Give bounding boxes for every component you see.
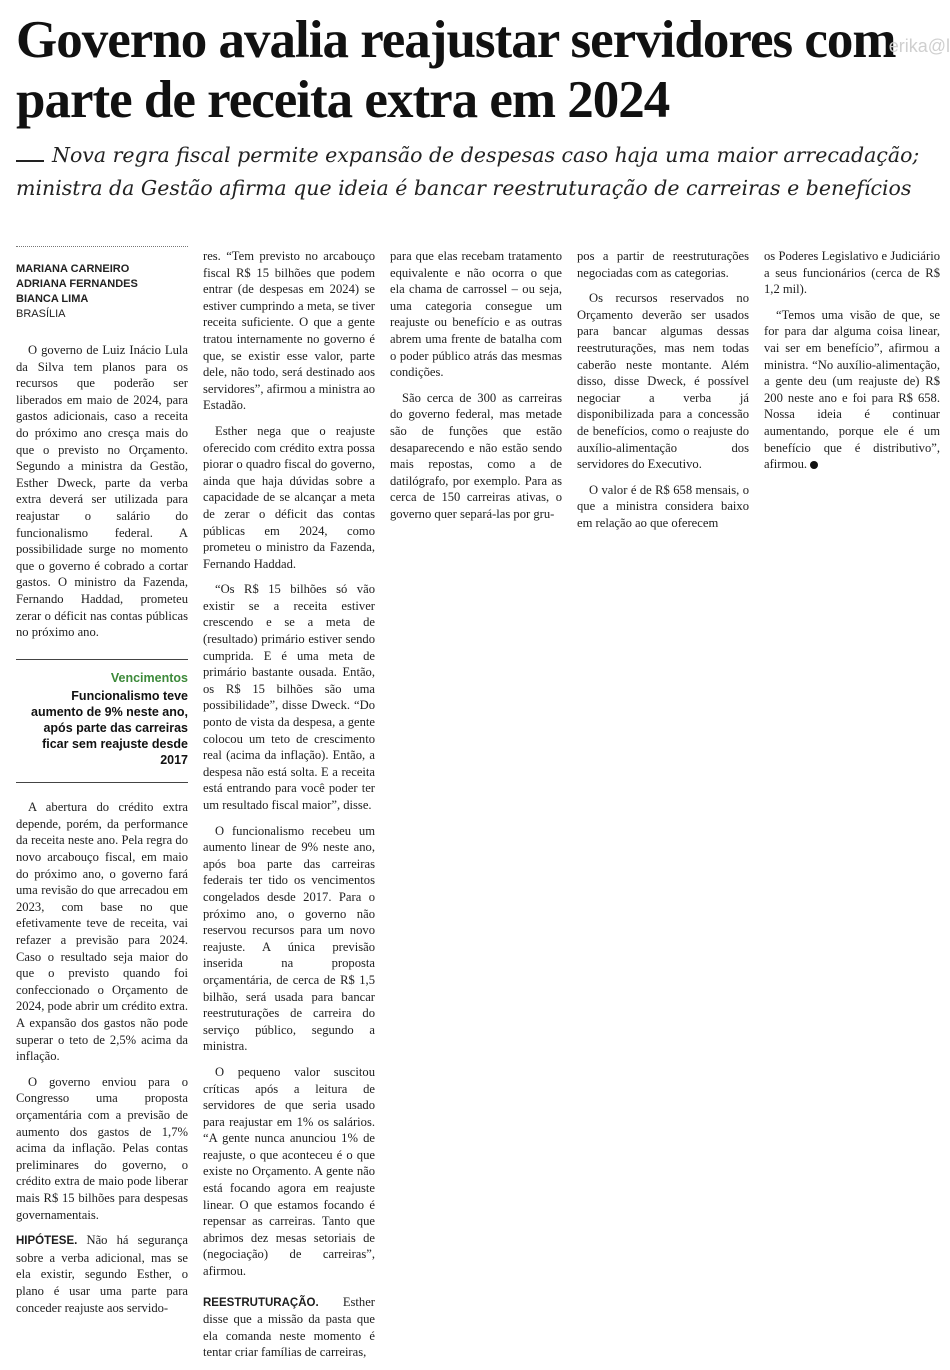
paragraph: para que elas recebam tratamento equivalente e não ocorra o que ela chama de carrossel – ou seja, uma categoria consegue um reajuste ou benefício e as outras abrem uma frente de batalha com o poder público atrás das mesmas condições. xyxy=(390,249,562,380)
column-4 xyxy=(577,248,749,541)
end-of-article-icon xyxy=(810,461,818,469)
paragraph: São cerca de 300 as carreiras do governo federal, mas metade são de funções que estão desaparecendo e não estão sendo mais repostas, como a de datilógrafo, por exemplo. Para as cerca de 150 carreiras ativas, o governo quer separá-las por gru- xyxy=(390,390,562,521)
column-5 xyxy=(764,248,940,482)
headline: Governo avalia reajustar servidores com parte de receita extra em 2024 xyxy=(16,11,896,129)
author-name: ADRIANA FERNANDES xyxy=(16,278,138,290)
byline xyxy=(16,262,188,322)
sidebar-text: Funcionalismo teve aumento de 9% neste ano, após parte das carreiras ficar sem reajuste desde 2017 xyxy=(31,689,188,768)
paragraph: O pequeno valor suscitou críticas após a leitura de servidores de que seria usado para reajustar em 1% os salários. “A gente nunca anunciou 1% de reajuste, o que aconteceu é o que existe no Orçamento. A gente não está focando agora em reajuste linear. O que estamos focando é repensar as carreiras. Tanto que abrimos dez mesas setoriais de (negociação) de carreiras”, afirmou. xyxy=(203,1064,375,1279)
author-name: MARIANA CARNEIRO xyxy=(16,263,130,275)
paragraph-text: “Temos uma visão de que, se for para dar alguma coisa linear, vai ser em benefício”, afirmou a ministra. “No auxílio-alimentação, a gente deu (um reajuste de) R$ 200 neste ano e foi para R$ 658. Nossa ideia é continuar aumentando, porque ele é um benefício que é distributivo”, afirmou. xyxy=(764,307,940,472)
paragraph: O governo de Luiz Inácio Lula da Silva tem planos para os recursos que poderão ser liberados em maio de 2024, para gastos adicionais, caso a receita do próximo ano cresça mais do que o previsto no Orçamento. Segundo a ministra da Gestão, Esther Dweck, parte da verba extra deverá ser utilizada para reajustar o salário do funcionalismo federal. A possibilidade surge no momento que o governo é cobrado a cortar gastos. O ministro da Fazenda, Fernando Haddad, prometeu zerar o déficit nas contas públicas no próximo ano. xyxy=(16,343,188,640)
paragraph: A abertura do crédito extra depende, porém, da performance da receita neste ano. Pela regra do novo arcabouço fiscal, em maio do próximo ano, o governo fará uma revisão do que arrecadou em 2023, com base no que efetivamente teve de receita, vai refazer a previsão para 2024. Caso o resultado seja maior do que o previsto quando foi confeccionado o Orçamento de 2024, pode abrir um crédito extra. A expansão dos gastos não pode superar o teto de 2,5% acima da inflação. xyxy=(16,800,188,1064)
section-lead: REESTRUTURAÇÃO. xyxy=(203,1296,319,1309)
paragraph xyxy=(16,1232,188,1316)
column-1 xyxy=(16,262,188,1325)
section-lead: HIPÓTESE. xyxy=(16,1235,78,1248)
paragraph: O valor é de R$ 658 mensais, o que a ministra considera baixo em relação ao que oferecem xyxy=(577,482,749,530)
author-name: BIANCA LIMA xyxy=(16,293,89,305)
paragraph: pos a partir de reestruturações negociadas com as categorias. xyxy=(577,249,749,280)
paragraph-text: Esther disse que a missão da pasta que ela comanda neste momento é tentar criar famílias de carreiras, xyxy=(203,1294,375,1360)
sidebar-rule-top xyxy=(16,659,188,660)
paragraph: res. “Tem previsto no arcabouço fiscal R$ 15 bilhões que podem entrar (de despesas em 2024) se estiver cumprindo a meta, se tiver receita suficiente. O que a gente tratou internamente no governo é que, se existir esse valor, parte dele, não todo, será destinado aos servidores”, afirmou a ministra ao Estadão. xyxy=(203,249,375,413)
paragraph-text: Não há segurança sobre a verba adicional, mas se ela existir, segundo Esther, o plano é usar uma parte para conceder reajuste aos servido- xyxy=(16,1233,188,1315)
dateline-location: BRASÍLIA xyxy=(16,308,66,320)
watermark: erika@l xyxy=(888,36,950,56)
paragraph: Esther nega que o reajuste oferecido com crédito extra possa piorar o quadro fiscal do governo, ainda que haja dúvidas sobre a capacidade de se alcançar a meta de zerar o déficit das contas públicas em 2024, como prometeu o ministro da Fazenda, Fernando Haddad. xyxy=(203,423,375,571)
paragraph: os Poderes Legislativo e Judiciário a seus funcionários (cerca de R$ 1,2 mil). xyxy=(764,249,940,297)
sidebar-label: Vencimentos xyxy=(110,670,188,685)
paragraph: Os recursos reservados no Orçamento deverão ser usados para bancar algumas dessas reestruturações, mas nem todas caberão neste montante. Além disso, disse Dweck, é possível negociar a verba já disponibilizada para a concessão de benefícios, como o reajuste do auxílio-alimentação dos servidores do Executivo. xyxy=(577,291,749,472)
column-2 xyxy=(203,248,375,1370)
sidebar-rule-bottom xyxy=(16,782,188,783)
subhead: Nova regra fiscal permite expansão de despesas caso haja uma maior arrecadação; ministra da Gestão afirma que ideia é bancar reestruturação de carreiras e benefícios xyxy=(16,143,920,200)
paragraph: O governo enviou para o Congresso uma proposta orçamentária com a previsão de aumento dos gastos de 1,7% acima da inflação. Pelas contas preliminares do governo, o crédito extra de maio pode liberar mais R$ 15 bilhões para despesas governamentais. xyxy=(16,1074,188,1222)
paragraph: O funcionalismo recebeu um aumento linear de 9% neste ano, após boa parte das carreiras federais ter tido os vencimentos congelados desde 2017. Para o próximo ano, o governo não reservou recursos para um novo reajuste. A única previsão inserida na proposta orçamentária, de cerca de R$ 1,5 bilhão, será usada para bancar reestruturações de carreira do serviço público, segundo a ministra. xyxy=(203,823,375,1054)
paragraph: “Os R$ 15 bilhões só vão existir se a receita estiver crescendo e se a meta de (resultado) primário estiver sendo cumprida. E é uma meta de primário bastante ousada. Então, os R$ 15 bilhões são uma possibilidade”, disse Dweck. “Do ponto de vista da despesa, a gente colocou um teto de crescimento real (acima da inflação). Então, a despesa não está solta. E a receita está entrando para você poder ter um resultado fiscal maior”, disse. xyxy=(203,582,375,812)
paragraph xyxy=(203,1294,375,1361)
column-3 xyxy=(390,248,562,532)
paragraph xyxy=(764,307,940,473)
byline-rule xyxy=(16,246,188,247)
